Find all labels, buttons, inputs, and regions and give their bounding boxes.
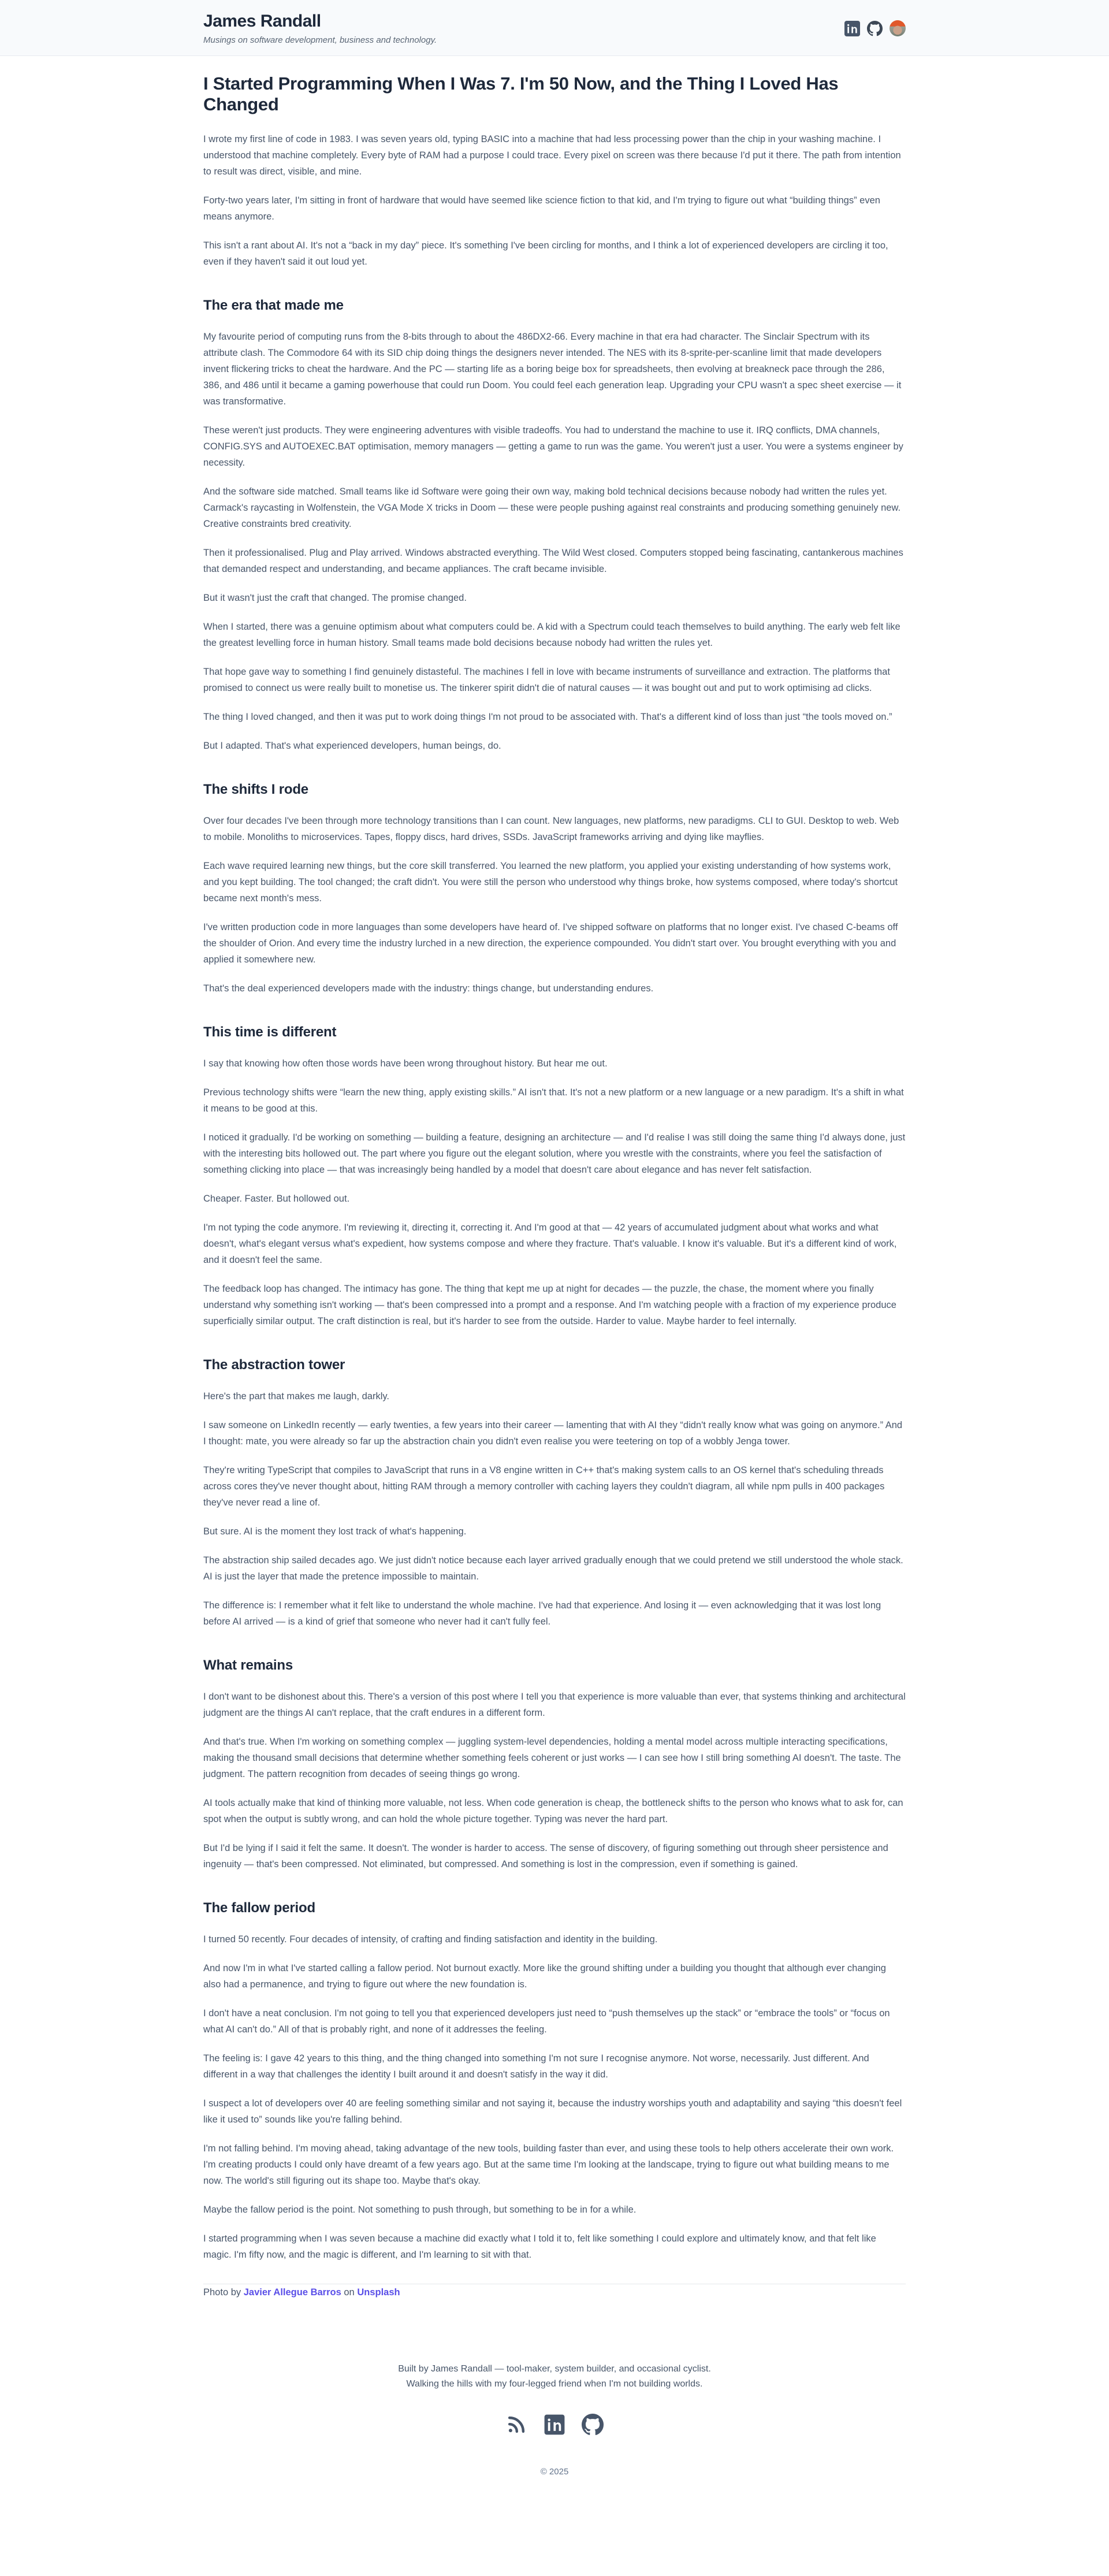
avatar-photo[interactable]	[890, 20, 906, 36]
paragraph: I turned 50 recently. Four decades of intensity, of crafting and finding satisfaction and identity in the building.	[203, 1934, 658, 1945]
paragraph: Each wave required learning new things, but the core skill transferred. You learned the new platform, you applied your existing understanding of how systems work, and you kept building. The tool changed; the craft didn't. You were still the person who understood why things broke, how systems composed, where today's shortcut became next month's mess.	[203, 861, 898, 904]
paragraph: Cheaper. Faster. But hollowed out.	[203, 1194, 350, 1204]
photo-credit-prefix: Photo by	[203, 2287, 244, 2298]
copyright: © 2025	[540, 2467, 569, 2477]
linkedin-icon[interactable]	[844, 21, 860, 36]
paragraph: I suspect a lot of developers over 40 are feeling something similar and not saying it, because the industry worships youth and adaptability and saying “this doesn't feel like it used to” sounds like you're falling behind.	[203, 2098, 902, 2125]
paragraph: Maybe the fallow period is the point. Not something to push through, but something to be in for a while.	[203, 2205, 637, 2215]
footer-byline: Built by James Randall — tool-maker, system builder, and occasional cyclist.	[398, 2364, 711, 2374]
github-icon[interactable]	[582, 2414, 604, 2436]
section-the-abstraction-tower	[203, 1357, 906, 1630]
paragraph: When I started, there was a genuine optimism about what computers could be. A kid with a Spectrum could teach themselves to build anything. The early web felt like the greatest levelling force in human history. Small teams made bold decisions because nobody had written the rules yet.	[203, 622, 900, 648]
post-title: I Started Programming When I Was 7. I'm 50 Now, and the Thing I Loved Has Changed	[203, 73, 839, 114]
paragraph: The abstraction ship sailed decades ago. We just didn't notice because each layer arrived gradually enough that we could pretend we still understood the whole stack. AI is just the layer that made the pretence impossible to maintain.	[203, 1555, 903, 1582]
article	[194, 56, 915, 2300]
paragraph: That hope gave way to something I find genuinely distasteful. The machines I fell in love with became instruments of surveillance and extraction. The platforms that promised to connect us were really built to monetise us. The tinkerer spirit didn't die of natural causes — it was bought out and put to work optimising ad clicks.	[203, 667, 890, 693]
paragraph: And the software side matched. Small teams like id Software were going their own way, making bold technical decisions because nobody had written the rules yet. Carmack's raycasting in Wolfenstein, the VGA Mode X tricks in Doom — these were people pushing against real constraints and producing something genuinely new. Creative constraints bred creativity.	[203, 486, 901, 529]
paragraph: Here's the part that makes me laugh, darkly.	[203, 1391, 389, 1402]
paragraph: The difference is: I remember what it felt like to understand the whole machine. I've had that experience. And losing it — even acknowledging that it was lost long before AI arrived — is a kind of grief that someone who never had it can't fully feel.	[203, 1600, 881, 1627]
github-icon[interactable]	[867, 21, 883, 36]
paragraph: AI tools actually make that kind of thinking more valuable, not less. When code generation is cheap, the bottleneck shifts to the person who knows what to ask for, can spot when the output is subtly wrong, and can hold the whole picture together. Typing was never the hard part.	[203, 1798, 903, 1824]
paragraph: I'm not falling behind. I'm moving ahead, taking advantage of the new tools, building faster than ever, and using these tools to help others accelerate their own work. I'm creating products I could only have dreamt of a few years ago. But at the same time I'm looking at the landscape, trying to figure out what building means to me now. The world's still figuring out its shape too. Maybe that's okay.	[203, 2143, 894, 2186]
rss-icon[interactable]	[505, 2414, 527, 2436]
site-identity	[203, 12, 437, 45]
linkedin-icon[interactable]	[544, 2414, 565, 2436]
paragraph: These weren't just products. They were engineering adventures with visible tradeoffs. You had to understand the machine to use it. IRQ conflicts, DMA channels, CONFIG.SYS and AUTOEXEC.BAT optimisation, memory managers — getting a game to run was the game. You weren't just a user. You were a systems engineer by necessity.	[203, 425, 903, 468]
section-heading: This time is different	[203, 1024, 337, 1040]
site-footer	[0, 2313, 1109, 2576]
paragraph: I wrote my first line of code in 1983. I was seven years old, typing BASIC into a machine that had less processing power than the chip in your washing machine. I understood that machine completely. Every byte of RAM had a purpose I could trace. Every pixel on screen was there because I'd put it there. The path from intention to result was direct, visible, and mine.	[203, 134, 901, 177]
paragraph: Over four decades I've been through more technology transitions than I can count. New languages, new platforms, new paradigms. CLI to GUI. Desktop to web. Web to mobile. Monoliths to microservices. Tapes, floppy discs, hard drives, SSDs. JavaScript frameworks arriving and dying like mayflies.	[203, 816, 899, 842]
paragraph: I started programming when I was seven because a machine did exactly what I told it to, felt like something I could explore and ultimately know, and that felt like magic. I'm fifty now, and the magic is different, and I'm learning to sit with that.	[203, 2233, 876, 2260]
photo-credit	[203, 2284, 906, 2300]
site-header	[0, 0, 1109, 56]
paragraph: But I'd be lying if I said it felt the same. It doesn't. The wonder is harder to access. The sense of discovery, of figuring something out through sheer persistence and ingenuity — that's been compressed. Not eliminated, but compressed. And something is lost in the compression, even if something is gained.	[203, 1843, 888, 1869]
section-the-era-that-made-me	[203, 298, 906, 754]
paragraph: I say that knowing how often those words have been wrong throughout history. But hear me out.	[203, 1058, 608, 1069]
paragraph: But it wasn't just the craft that changed. The promise changed.	[203, 593, 467, 603]
paragraph: The feeling is: I gave 42 years to this thing, and the thing changed into something I'm not sure I recognise anymore. Not worse, necessarily. Just different. And different in a way that challenges the identity I built around it and doesn't satisfy in the way it did.	[203, 2053, 869, 2080]
paragraph: This isn't a rant about AI. It's not a “back in my day” piece. It's something I've been circling for months, and I think a lot of experienced developers are circling it too, even if they haven't said it out loud yet.	[203, 240, 888, 267]
paragraph: But I adapted. That's what experienced developers, human beings, do.	[203, 741, 501, 751]
paragraph: Forty-two years later, I'm sitting in front of hardware that would have seemed like science fiction to that kid, and I'm trying to figure out what “building things” even means anymore.	[203, 195, 880, 222]
site-title[interactable]: James Randall	[203, 12, 321, 31]
section-the-fallow-period	[203, 1900, 906, 2263]
paragraph: My favourite period of computing runs from the 8-bits through to about the 486DX2-66. Every machine in that era had character. The Sinclair Spectrum with its attribute clash. The Commodore 64 with its SID chip doing things the designers never intended. The NES with its 8-sprite-per-scanline limit that made developers invent flickering tricks to cheat the hardware. And the PC — starting life as a boring beige box for spreadsheets, then evolving at breakneck pace through the 286, 386, and 486 until it became a gaming powerhouse that could run Doom. You could feel each generation leap. Upgrading your CPU wasn't a spec sheet exercise — it was transformative.	[203, 332, 902, 407]
paragraph: I don't have a neat conclusion. I'm not going to tell you that experienced developers just need to “push themselves up the stack” or “embrace the tools” or “focus on what AI can't do.” All of that is probably right, and none of it addresses the feeling.	[203, 2008, 890, 2035]
paragraph: The feedback loop has changed. The intimacy has gone. The thing that kept me up at night for decades — the puzzle, the chase, the moment where you finally understand why something isn't working — that's been compressed into a prompt and a response. And I'm watching people with a fraction of my experience produce superficially similar output. The craft distinction is real, but it's harder to see from the outside. Harder to value. Maybe harder to feel internally.	[203, 1284, 896, 1326]
paragraph: And that's true. When I'm working on something complex — juggling system-level dependencies, holding a mental model across multiple interacting specifications, making the thousand small decisions that determine whether something feels coherent or just works — I can see how I still bring something AI doesn't. The taste. The judgment. The pattern recognition from decades of seeing things go wrong.	[203, 1737, 901, 1779]
photo-credit-middle: on	[341, 2287, 358, 2298]
paragraph: I've written production code in more languages than some developers have heard of. I've shipped software on platforms that no longer exist. I've chased C-beams off the shoulder of Orion. And every time the industry lurched in a new direction, the experience compounded. You didn't start over. You brought everything with you and applied it somewhere new.	[203, 922, 898, 965]
section-heading: The era that made me	[203, 298, 344, 313]
paragraph: They're writing TypeScript that compiles to JavaScript that runs in a V8 engine written in C++ that's making system calls to an OS kernel that's scheduling threads across cores they've never thought about, hitting RAM through a memory controller with caching layers they couldn't diagram, all while npm pulls in 400 packages they've never read a line of.	[203, 1465, 885, 1508]
paragraph: I'm not typing the code anymore. I'm reviewing it, directing it, correcting it. And I'm good at that — 42 years of accumulated judgment about what works and what doesn't, what's elegant versus what's expedient, how systems compose and where they fracture. That's valuable. I know it's valuable. But it's a different kind of work, and it doesn't feel the same.	[203, 1222, 897, 1265]
unsplash-link[interactable]: Unsplash	[357, 2287, 400, 2298]
paragraph: The thing I loved changed, and then it was put to work doing things I'm not proud to be associated with. That's a different kind of loss than just “the tools moved on.”	[203, 712, 892, 722]
paragraph: I noticed it gradually. I'd be working on something — building a feature, designing an architecture — and I'd realise I was still doing the same thing I'd always done, just with the interesting bits hollowed out. The part where you figure out the elegant solution, where you wrestle with the constraints, where you feel the satisfaction of something clicking into place — that was increasingly being handled by a model that doesn't care about elegance and has never felt satisfaction.	[203, 1132, 906, 1175]
site-tagline: Musings on software development, business and technology.	[203, 35, 437, 45]
footer-social-links	[0, 2414, 1109, 2436]
section-heading: The shifts I rode	[203, 782, 308, 797]
paragraph: I saw someone on LinkedIn recently — early twenties, a few years into their career — lamenting that with AI they “didn't really know what was going on anymore.” And I thought: mate, you were already so far up the abstraction chain you didn't even realise you were teetering on top of a wobbly Jenga tower.	[203, 1420, 903, 1447]
photo-author-link[interactable]: Javier Allegue Barros	[243, 2287, 341, 2298]
section-heading: The abstraction tower	[203, 1357, 345, 1373]
section-the-shifts-i-rode	[203, 782, 906, 997]
paragraph: Previous technology shifts were “learn the new thing, apply existing skills.” AI isn't that. It's not a new platform or a new language or a new paradigm. It's a shift in what it means to be good at this.	[203, 1087, 904, 1114]
section-heading: What remains	[203, 1657, 293, 1673]
section-what-remains	[203, 1657, 906, 1872]
paragraph: Then it professionalised. Plug and Play arrived. Windows abstracted everything. The Wild West closed. Computers stopped being fascinating, cantankerous machines that demanded respect and understanding, and became appliances. The craft became invisible.	[203, 548, 903, 574]
paragraph: And now I'm in what I've started calling a fallow period. Not burnout exactly. More like the ground shifting under a building you thought that although ever changing also had a permanence, and trying to figure out where the new foundation is.	[203, 1963, 886, 1990]
section-this-time-is-different	[203, 1024, 906, 1329]
header-social-links	[844, 20, 906, 36]
paragraph: I don't want to be dishonest about this. There's a version of this post where I tell you that experience is more valuable than ever, that systems thinking and architectural judgment are the things AI can't replace, that the craft endures in a different form.	[203, 1692, 906, 1718]
paragraph: That's the deal experienced developers made with the industry: things change, but understanding endures.	[203, 983, 654, 994]
footer-tagline: Walking the hills with my four-legged friend when I'm not building worlds.	[406, 2379, 703, 2389]
section-heading: The fallow period	[203, 1900, 315, 1916]
paragraph: But sure. AI is the moment they lost track of what's happening.	[203, 1526, 467, 1537]
